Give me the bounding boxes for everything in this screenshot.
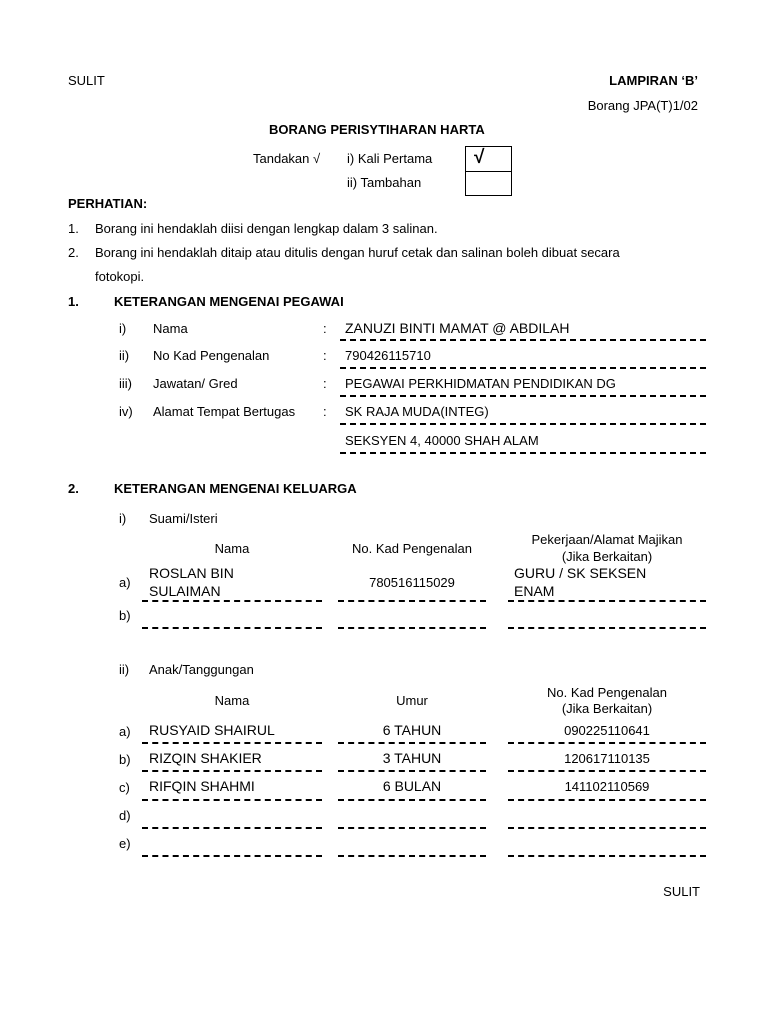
officer-ic-value[interactable]: 790426115710: [345, 348, 431, 363]
notice-item-number: 1.: [68, 221, 79, 236]
option-first-time: i) Kali Pertama: [347, 151, 433, 166]
workplace-line1-line: [340, 423, 706, 425]
spouse-name-line2[interactable]: SULAIMAN: [149, 583, 221, 599]
field-colon: :: [323, 376, 327, 391]
children-col-name: Nama: [214, 693, 250, 708]
child-ic-value[interactable]: 120617110135: [564, 751, 650, 766]
header-classification: SULIT: [68, 73, 105, 88]
field-label-ic: No Kad Pengenalan: [153, 348, 270, 363]
notice-item-number: 2.: [68, 245, 79, 260]
spouse-col-name: Nama: [214, 541, 250, 556]
row-letter: c): [119, 780, 130, 795]
spouse-number: i): [119, 511, 127, 526]
children-col-ic-note: (Jika Berkaitan): [561, 701, 653, 716]
child-name-value[interactable]: RIZQIN SHAKIER: [149, 750, 262, 766]
child-ic-line: [508, 799, 706, 801]
spouse-name-line1[interactable]: ROSLAN BIN: [149, 565, 234, 581]
children-col-ic: No. Kad Pengenalan: [547, 685, 667, 700]
option-additional: ii) Tambahan: [347, 175, 422, 190]
spouse-job-line1[interactable]: GURU / SK SEKSEN: [514, 565, 647, 581]
row-letter: d): [119, 808, 131, 823]
row-letter: b): [119, 752, 131, 767]
notice-item-continuation: fotokopi.: [95, 269, 145, 284]
field-colon: :: [323, 321, 327, 336]
row-letter: a): [119, 724, 131, 739]
spouse-name-line: [142, 600, 322, 602]
spouse-ic-value[interactable]: 780516115029: [369, 575, 455, 590]
children-label: Anak/Tanggungan: [149, 662, 254, 677]
officer-position-value[interactable]: PEGAWAI PERKHIDMATAN PENDIDIKAN DG: [345, 376, 616, 391]
child-age-line: [338, 770, 486, 772]
row-letter: b): [119, 608, 131, 623]
spouse-job-line2[interactable]: ENAM: [514, 583, 555, 599]
annex-label: LAMPIRAN ‘B’: [609, 73, 698, 88]
spouse-ic-line[interactable]: [338, 627, 486, 629]
child-age-line: [338, 742, 486, 744]
child-ic-line: [508, 742, 706, 744]
spouse-ic-line: [338, 600, 486, 602]
child-name-line: [142, 770, 322, 772]
child-name-line: [142, 799, 322, 801]
checkbox-additional[interactable]: [465, 171, 512, 196]
form-title: BORANG PERISYTIHARAN HARTA: [269, 122, 485, 137]
child-name-line: [142, 742, 322, 744]
notice-item-text: Borang ini hendaklah diisi dengan lengkap dalam 3 salinan.: [95, 221, 438, 236]
officer-ic-line: [340, 367, 706, 369]
workplace-line2-line: [340, 452, 706, 454]
row-letter: a): [119, 575, 131, 590]
child-name-line[interactable]: [142, 855, 322, 857]
workplace-line2-value[interactable]: SEKSYEN 4, 40000 SHAH ALAM: [345, 433, 539, 448]
row-letter: e): [119, 836, 131, 851]
field-label-name: Nama: [153, 321, 188, 336]
field-label-position: Jawatan/ Gred: [153, 376, 238, 391]
child-age-value[interactable]: 6 BULAN: [382, 778, 442, 794]
child-age-value[interactable]: 3 TAHUN: [382, 750, 442, 766]
form-code: Borang JPA(T)1/02: [587, 98, 698, 113]
child-name-value[interactable]: RUSYAID SHAIRUL: [149, 722, 275, 738]
spouse-col-ic: No. Kad Pengenalan: [352, 541, 472, 556]
section1-title: KETERANGAN MENGENAI PEGAWAI: [114, 294, 344, 309]
spouse-col-job: Pekerjaan/Alamat Majikan: [531, 532, 683, 547]
child-name-line[interactable]: [142, 827, 322, 829]
child-ic-value[interactable]: 090225110641: [564, 723, 650, 738]
spouse-name-line[interactable]: [142, 627, 322, 629]
child-ic-line: [508, 770, 706, 772]
section2-title: KETERANGAN MENGENAI KELUARGA: [114, 481, 357, 496]
check-mark: √: [474, 147, 485, 168]
child-age-value[interactable]: 6 TAHUN: [382, 722, 442, 738]
section2-number: 2.: [68, 481, 79, 496]
officer-name-line: [340, 339, 706, 341]
child-age-line[interactable]: [338, 855, 486, 857]
field-number: iii): [119, 376, 132, 391]
workplace-line1-value[interactable]: SK RAJA MUDA(INTEG): [345, 404, 489, 419]
officer-name-value[interactable]: ZANUZI BINTI MAMAT @ ABDILAH: [345, 320, 570, 336]
children-col-age: Umur: [396, 693, 428, 708]
field-label-workplace: Alamat Tempat Bertugas: [153, 404, 296, 419]
field-colon: :: [323, 404, 327, 419]
child-ic-line[interactable]: [508, 827, 706, 829]
field-number: i): [119, 321, 127, 336]
spouse-col-job-note: (Jika Berkaitan): [561, 549, 653, 564]
spouse-label: Suami/Isteri: [149, 511, 218, 526]
field-number: iv): [119, 404, 133, 419]
child-name-value[interactable]: RIFQIN SHAHMI: [149, 778, 255, 794]
field-number: ii): [119, 348, 130, 363]
notice-item-text: Borang ini hendaklah ditaip atau ditulis dengan huruf cetak dan salinan boleh dibuat secara: [95, 245, 620, 260]
spouse-job-line[interactable]: [508, 627, 706, 629]
tick-instruction: Tandakan √: [253, 151, 321, 166]
children-number: ii): [119, 662, 130, 677]
child-age-line[interactable]: [338, 827, 486, 829]
spouse-job-line: [508, 600, 706, 602]
footer-classification: SULIT: [663, 884, 700, 899]
child-age-line: [338, 799, 486, 801]
officer-position-line: [340, 395, 706, 397]
section1-number: 1.: [68, 294, 79, 309]
child-ic-line[interactable]: [508, 855, 706, 857]
child-ic-value[interactable]: 141102110569: [564, 779, 650, 794]
checkbox-first-time[interactable]: [465, 146, 512, 172]
field-colon: :: [323, 348, 327, 363]
notice-heading: PERHATIAN:: [68, 196, 148, 211]
